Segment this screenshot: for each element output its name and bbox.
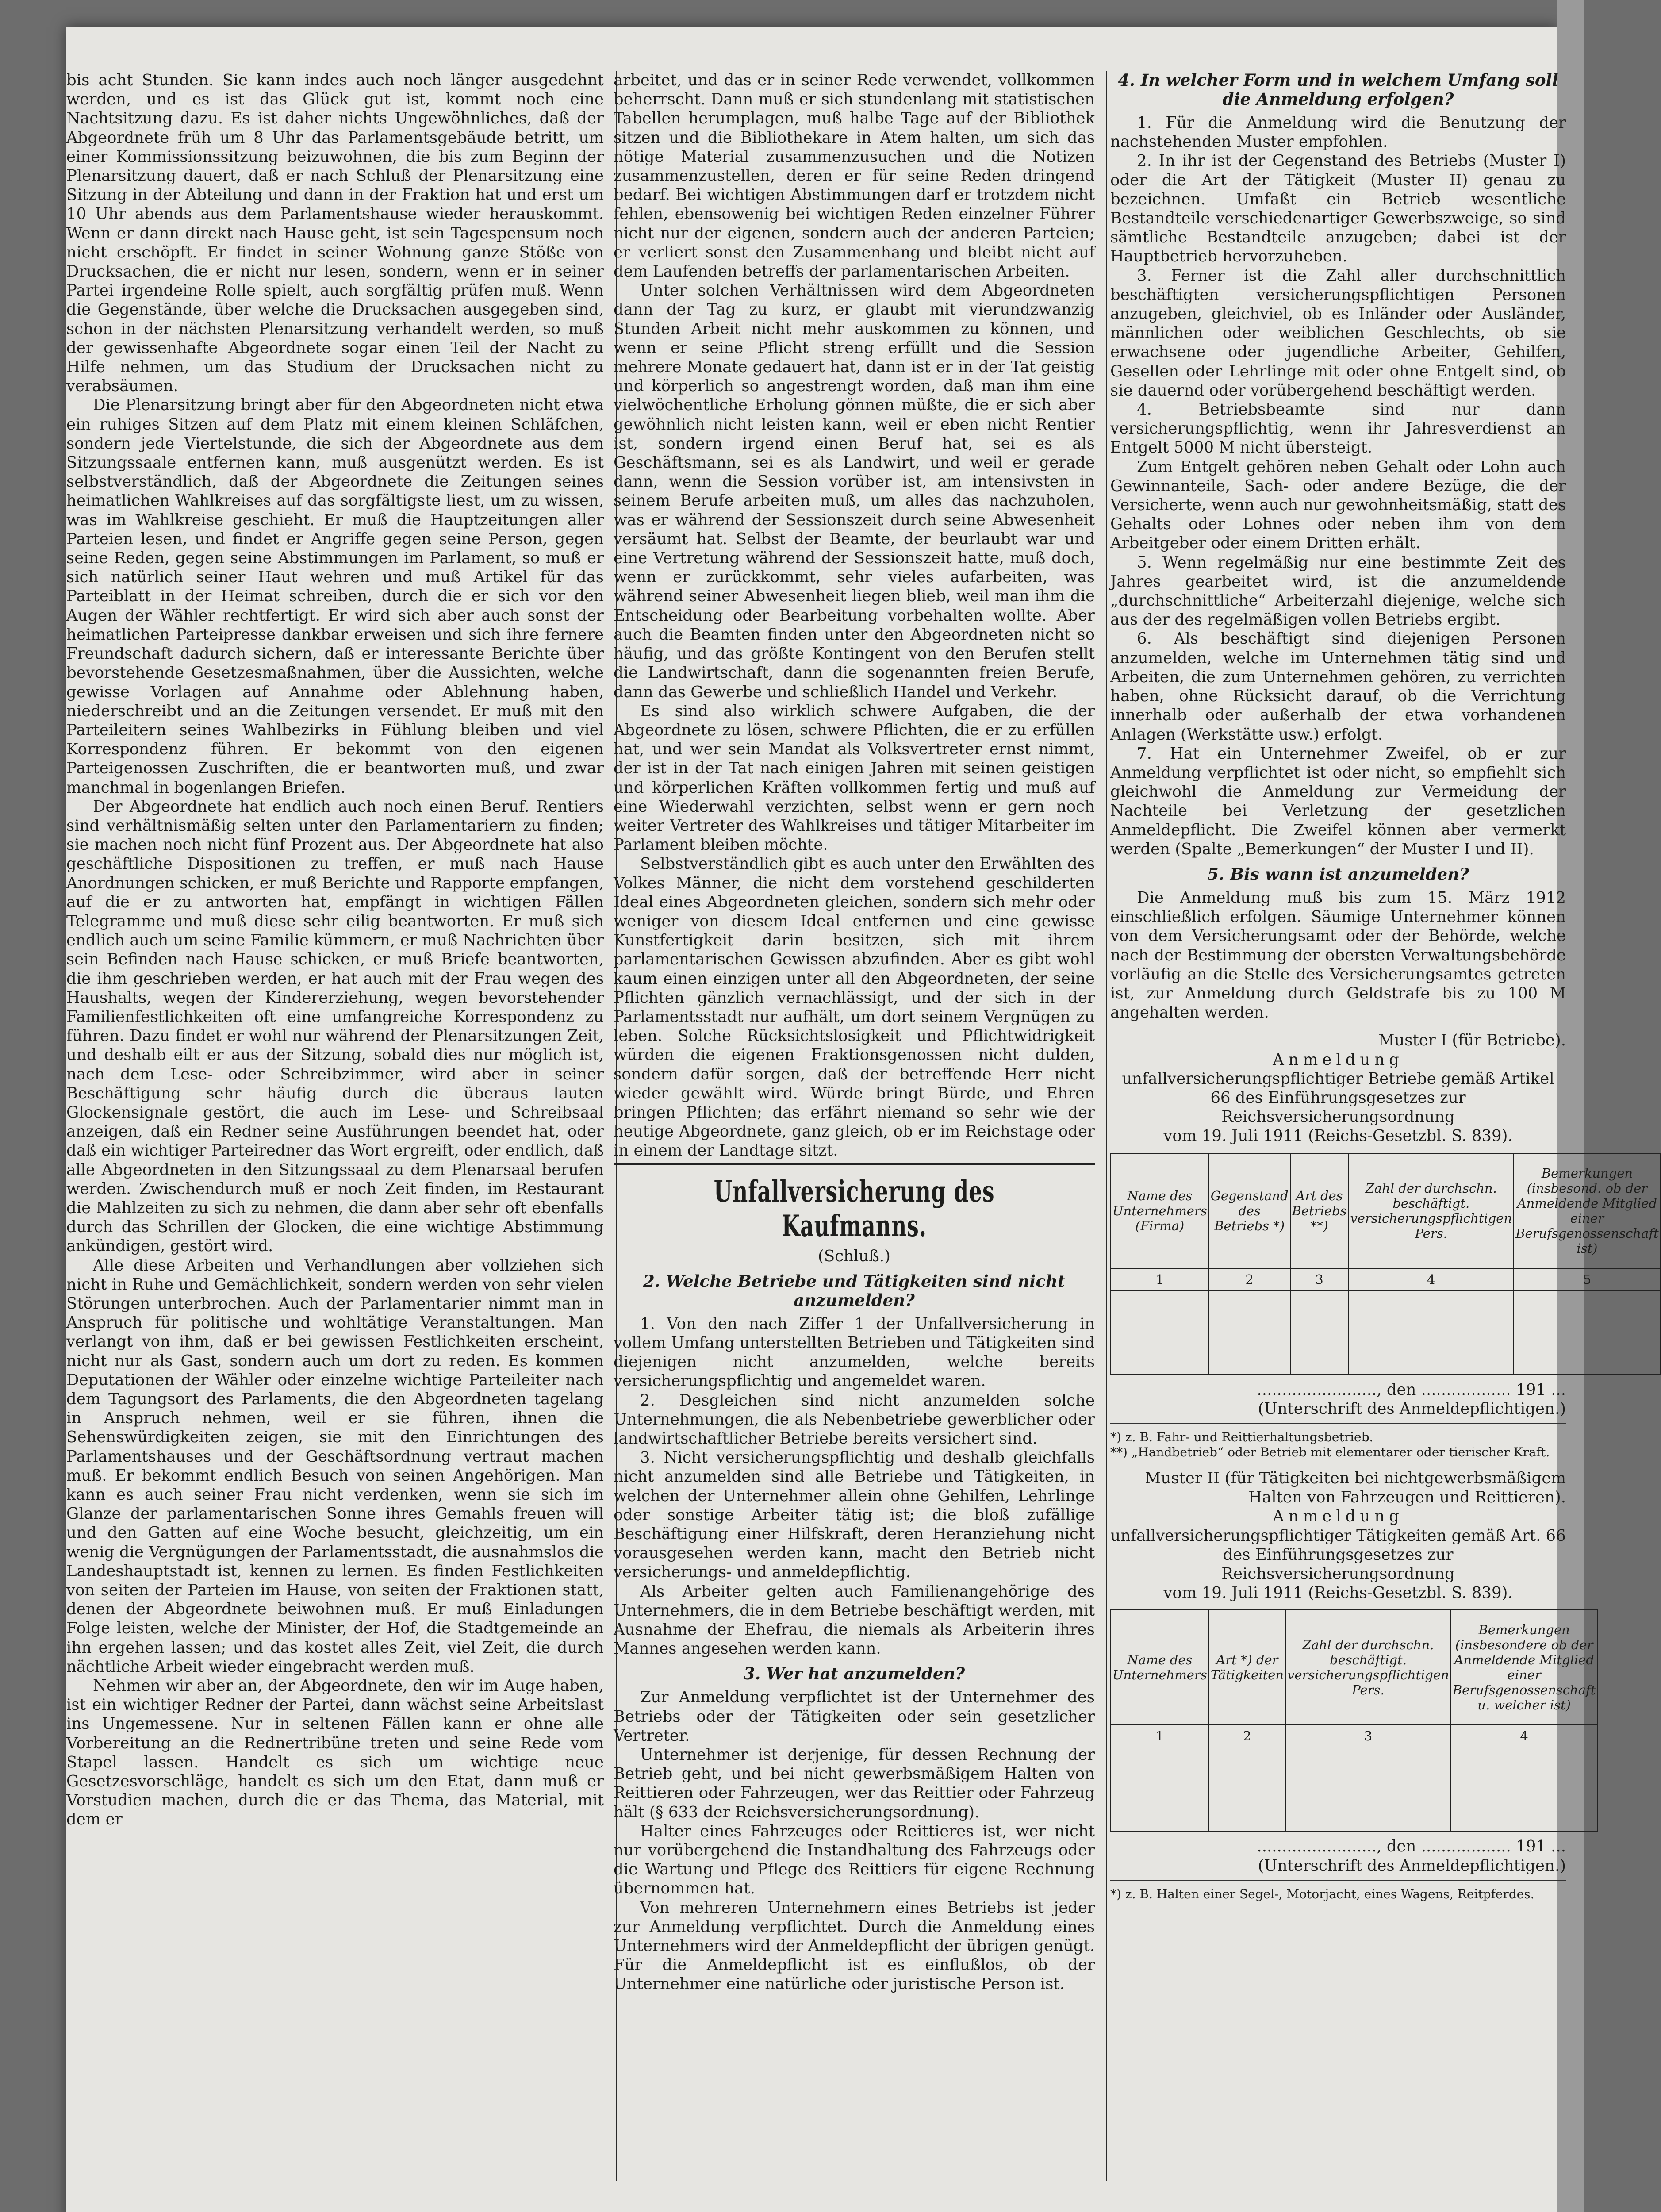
column-number: 4 <box>1451 1725 1598 1747</box>
column-number: 2 <box>1209 1268 1290 1290</box>
column-header: Name des Unternehmers <box>1111 1610 1209 1725</box>
paragraph: arbeitet, und das er in seiner Rede verwendet, vollkommen beherrscht. Dann muß er sich stundenlang mit statistischen Tabellen herumplagen, muß halbe Tage auf der Bibliothek sitzen und die Bibliothekare in Atem halten, um sich das nötige Material zusammenzusuchen und die Notizen zusammenzustellen, deren er für seine Reden dringend bedarf. Bei wichtigen Abstimmungen darf er trotzdem nicht fehlen, ebensowenig bei wichtigen Reden einzelner Führer nicht nur der eigenen, sondern auch der anderen Parteien; er verliert sonst den Zusammenhang und bleibt nicht auf dem Laufenden betreffs der parlamentarischen Arbeiten. <box>614 71 1095 281</box>
paragraph: 5. Wenn regelmäßig nur eine bestimmte Zeit des Jahres gearbeitet wird, ist die anzumeldende „durchschnittliche“ Arbeiterzahl diejenige, welche sich aus der des regelmäßigen vollen Betriebs ergibt. <box>1110 553 1566 629</box>
column-1 <box>66 71 604 1829</box>
signature-line: (Unterschrift des Anmeldepflichtigen.) <box>1258 1399 1566 1418</box>
footnote: **) „Handbetrieb“ oder Betrieb mit elementarer oder tierischer Kraft. <box>1110 1444 1550 1459</box>
form-table-muster-2 <box>1110 1609 1598 1832</box>
form-cell <box>1514 1290 1661 1375</box>
form-heading: Anmeldung <box>1273 1507 1404 1526</box>
form-cell <box>1209 1747 1285 1831</box>
paragraph: Von mehreren Unternehmern eines Betriebs ist jeder zur Anmeldung verpflichtet. Durch die Anmeldung eines Unternehmers wird der Anmeldepflicht der übrigen genügt. Für die Anmeldepflicht ist es einflußlos, ob der Unternehmer eine natürliche oder juristische Person ist. <box>614 1898 1095 1993</box>
footnote: *) z. B. Halten einer Segel-, Motorjacht, eines Wagens, Reitpferdes. <box>1110 1886 1534 1901</box>
date-line: ........................, den .................. 191 ... <box>1257 1380 1566 1399</box>
section-heading: 2. Welche Betriebe und Tätigkeiten sind nicht anzumelden? <box>643 1271 1065 1310</box>
column-header: Art *) der Tätigkeiten <box>1209 1610 1285 1725</box>
column-number: 4 <box>1348 1268 1514 1290</box>
paragraph: 1. Von den nach Ziffer 1 der Unfallversicherung in vollem Umfang unterstellten Betrieben und Tätigkeiten sind diejenigen nicht anzumelden, welche bereits versicherungspflichtig und angemeldet waren. <box>614 1314 1095 1390</box>
paragraph: Die Plenarsitzung bringt aber für den Abgeordneten nicht etwa ein ruhiges Sitzen auf dem Platz mit einem kleinen Schläfchen, sondern jede Viertelstunde, die sich der Abgeordnete aus dem Sitzungssaale entfernen kann, muß ausgenützt werden. Es ist selbstverständlich, daß der Abgeordnete die Zeitungen seines heimatlichen Wahlkreises auf das sorgfältigste liest, um zu wissen, was im Wahlkreise geschieht. Er muß die Hauptzeitungen aller Parteien lesen, und findet er Angriffe gegen seine Person, gegen seine Reden, gegen seine Abstimmungen im Parlament, so muß er sich natürlich seiner Haut wehren und muß Artikel für das Parteiblatt in der Heimat schreiben, durch die er sich vor den Augen der Wähler rechtfertigt. Er wird sich aber auch sonst der heimatlichen Parteipresse dankbar erweisen und sich ihre fernere Freundschaft dadurch sichern, daß er interessante Berichte über bevorstehende Gesetzesmaßnahmen, über die Aussichten, welche gewisse Vorlagen auf Annahme oder Ablehnung haben, niederschreibt und an die Zeitungen versendet. Er muß mit den Parteileitern seines Wahlbezirks in Fühlung bleiben und viel Korrespondenz führen. Er bekommt von den eigenen Parteigenossen Zuschriften, die er beantworten muß, und zwar manchmal in bogenlangen Briefen. <box>66 396 604 797</box>
form-date-ref: vom 19. Juli 1911 (Reichs-Gesetzbl. S. 839). <box>1163 1584 1513 1602</box>
paragraph: 3. Nicht versicherungspflichtig und deshalb gleichfalls nicht anzumelden sind alle Betriebe und Tätigkeiten, in welchen der Unternehmer allein ohne Gehilfen, Lehrlinge oder sonstige Arbeiter tätig ist; die bloß zufällige Beschäftigung einer Hilfskraft, deren Heranziehung nicht vorausgesehen werden kann, macht den Betrieb nicht versicherungs- und anmeldepflichtig. <box>614 1448 1095 1582</box>
column-number: 5 <box>1514 1268 1661 1290</box>
section-heading: 5. Bis wann ist anzumelden? <box>1207 864 1469 884</box>
column-header: Art des Betriebs **) <box>1290 1153 1349 1268</box>
section-heading: 4. In welcher Form und in welchem Umfang soll die Anmeldung erfolgen? <box>1118 70 1558 109</box>
paragraph: Zur Anmeldung verpflichtet ist der Unternehmer des Betriebs oder der Tätigkeiten oder sein gesetzlicher Vertreter. <box>614 1688 1095 1745</box>
column-3 <box>1057 70 1659 1902</box>
paragraph: Alle diese Arbeiten und Verhandlungen aber vollziehen sich nicht in Ruhe und Gemächlichkeit, sondern werden von sehr vielen Störungen unterbrochen. Auch der Parlamentarier nimmt man in Anspruch für politische und wohltätige Veranstaltungen. Man verlangt von ihm, daß er bei gewissen Festlichkeiten erscheint, nicht nur als Gast, sondern auch um dort zu reden. Es kommen Deputationen der Wähler oder einzelne wichtige Parteileiter nach dem Tagungsort des Parlaments, die den Abgeordneten tagelang in Anspruch nehmen, weil er sie führen, ihnen die Sehenswürdigkeiten zeigen, sie mit den Einrichtungen des Parlamentshauses und der Geschäftsordnung vertraut machen muß. Er bekommt endlich Besuch von seinen Angehörigen. Man kann es auch seiner Frau nicht verdenken, wenn sie sich im Glanze der parlamentarischen Sonne ihres Gemahls freuen will und den Gatten auf eine Woche besucht, gleichzeitig, um ein wenig die Vergnügungen der Parlamentsstadt, die ausnahmslos die Landeshauptstadt ist, kennen zu lernen. Es finden Festlichkeiten von seiten der Parteien im Hause, von seiten der Fraktionen statt, denen der Abgeordnete beiwohnen muß. Er muß Einladungen Folge leisten, welche der Minister, der Hof, die Stadtgemeinde an ihn ergehen lassen; und das kostet alles Zeit, viel Zeit, die durch nächtliche Arbeit wieder eingebracht werden muß. <box>66 1256 604 1676</box>
paragraph: Es sind also wirklich schwere Aufgaben, die der Abgeordnete zu lösen, schwere Pflichten, die er zu erfüllen hat, und wer sein Mandat als Volksvertreter ernst nimmt, der ist in der Tat nach einigen Jahren mit seinen geistigen und körperlichen Kräften vollkommen fertig und muß auf eine Wiederwahl verzichten, selbst wenn er gern noch weiter Vertreter des Wahlkreises und tätiger Mitarbeiter im Parlament bleiben möchte. <box>614 702 1095 854</box>
form-cell <box>1290 1290 1349 1375</box>
paragraph: Die Anmeldung muß bis zum 15. März 1912 einschließlich erfolgen. Säumige Unternehmer können von dem Versicherungsamt oder der Behörde, welche nach der Bestimmung der obersten Verwaltungsbehörde vorläufig an die Stelle des Versicherungsamtes getreten ist, zur Anmeldung durch Geldstrafe bis zu 100 M angehalten werden. <box>1110 888 1566 1022</box>
paragraph: Als Arbeiter gelten auch Familienangehörige des Unternehmers, die in dem Betriebe beschäftigt werden, mit Ausnahme der Ehefrau, die niemals als Arbeiterin ihres Mannes angesehen werden kann. <box>614 1582 1095 1658</box>
paragraph: 3. Ferner ist die Zahl aller durchschnittlich beschäftigten versicherungspflichtigen Personen anzugeben, gleichviel, ob es Inländer oder Ausländer, männlichen oder weiblichen Geschlechts, ob sie erwachsene oder jugendliche Arbeiter, Gehilfen, Gesellen oder Lehrlinge mit oder ohne Entgelt sind, ob sie dauernd oder vorübergehend beschäftigt werden. <box>1110 266 1566 399</box>
signature-line: (Unterschrift des Anmeldepflichtigen.) <box>1258 1856 1566 1875</box>
footnote-divider <box>1110 1880 1566 1881</box>
paragraph: Halter eines Fahrzeuges oder Reittieres ist, wer nicht nur vorübergehend die Instandhaltung des Fahrzeugs oder die Wartung und Pflege des Reittiers für eigene Rechnung übernommen hat. <box>614 1822 1095 1898</box>
paragraph: Unter solchen Verhältnissen wird dem Abgeordneten dann der Tag zu kurz, er glaubt mit vierundzwanzig Stunden Arbeit nicht mehr auskommen zu können, und wenn er seine Pflicht streng erfüllt und die Session mehrere Monate gedauert hat, dann ist er in der Tat geistig und körperlich so angestrengt worden, daß man ihm eine vielwöchentliche Erholung gönnen müßte, die er sich aber gewöhnlich nicht leisten kann, weil er eben nicht Rentier ist, sondern irgend einen Beruf hat, sei es als Geschäftsmann, sei es als Landwirt, und weil er gerade dann, wenn die Session vorüber ist, am intensivsten in seinem Berufe arbeiten muß, um alles das nachzuholen, was er während der Sessionszeit durch seine Abwesenheit versäumt hat. Selbst der Beamte, der beurlaubt war und eine Vertretung während der Sessionszeit hatte, muß doch, wenn er zurückkommt, sehr vieles aufarbeiten, was während seiner Abwesenheit liegen blieb, weil man ihm die Entscheidung oder Bearbeitung vorbehalten wollte. Aber auch die Beamten finden unter den Abgeordneten nicht so häufig, und das größte Kontingent von den Berufen stellt die Landwirtschaft, dann die sogenannten freien Berufe, dann das Gewerbe und schließlich Handel und Verkehr. <box>614 281 1095 701</box>
paragraph: 1. Für die Anmeldung wird die Benutzung der nachstehenden Muster empfohlen. <box>1110 114 1566 151</box>
paragraph: 6. Als beschäftigt sind diejenigen Personen anzumelden, welche im Unternehmen tätig sind und Arbeiten, die zum Unternehmen gehören, zu verrichten haben, ohne Rücksicht darauf, ob die Verrichtung innerhalb oder außerhalb der etwa vorhandenen Anlagen (Werkstätte usw.) erfolgt. <box>1110 630 1566 744</box>
form-cell <box>1451 1747 1598 1831</box>
form-heading: Anmeldung <box>1273 1050 1404 1069</box>
section-divider <box>614 1163 1095 1165</box>
paragraph: Selbstverständlich gibt es auch unter den Erwählten des Volkes Männer, die nicht dem vorstehend geschilderten Ideal eines Abgeordneten gleichen, sondern sich mehr oder weniger von diesem Ideal entfernen und eine gewisse Kunstfertigkeit darin besitzen, sich mit ihrem parlamentarischen Gewissen abzufinden. Aber es gibt wohl kaum einen einzigen unter all den Abgeordneten, der seine Pflichten gänzlich vernachlässigt, und der sich in der Parlamentsstadt nur aufhält, um dort seinem Vergnügen zu leben. Solche Rücksichtslosigkeit und Pflichtwidrigkeit würden die eigenen Fraktionsgenossen nicht dulden, sondern dafür sorgen, daß der betreffende Herr nicht wieder gewählt wird. Würde bringt Bürde, und Ehren bringen Pflichten; das erfährt niemand so sehr wie der heutige Abgeordnete, ganz gleich, ob er im Reichstage oder in einem der Landtage sitzt. <box>614 855 1095 1160</box>
section-heading: 3. Wer hat anzumelden? <box>743 1664 965 1684</box>
column-number: 3 <box>1290 1268 1349 1290</box>
form-cell <box>1209 1290 1290 1375</box>
paragraph: 4. Betriebsbeamte sind nur dann versicherungspflichtig, wenn ihr Jahresverdienst an Entgelt 5000 M nicht übersteigt. <box>1110 400 1566 457</box>
form-date-ref: vom 19. Juli 1911 (Reichs-Gesetzbl. S. 839). <box>1163 1127 1513 1145</box>
paragraph: Zum Entgelt gehören neben Gehalt oder Lohn auch Gewinnanteile, Sach- oder andere Bezüge, die der Versicherte, wenn auch nur gewohnheitsmäßig, statt des Gehalts oder Lohnes oder neben ihm von dem Arbeitgeber oder einem Dritten erhält. <box>1110 457 1566 553</box>
form-title: Muster I (für Betriebe). <box>1378 1031 1566 1050</box>
paragraph: 2. In ihr ist der Gegenstand des Betriebs (Muster I) oder die Art der Tätigkeit (Muster II) genau zu bezeichnen. Umfaßt ein Betrieb wesentliche Bestandteile verschiedenartiger Gewerbszweige, so sind sämtliche Bestandteile anzugeben; dabei ist der Hauptbetrieb hervorzuheben. <box>1110 152 1566 266</box>
form-cell <box>1111 1290 1209 1375</box>
column-number: 2 <box>1209 1725 1285 1747</box>
paragraph: 2. Desgleichen sind nicht anzumelden solche Unternehmungen, die als Nebenbetriebe gewerblicher oder landwirtschaftlicher Betriebe bereits versichert sind. <box>614 1391 1095 1448</box>
paragraph: bis acht Stunden. Sie kann indes auch noch länger ausgedehnt werden, und es ist das Glück gut ist, kommt noch eine Nachtsitzung dazu. Es ist daher nichts Ungewöhnliches, daß der Abgeordnete früh um 8 Uhr das Parlamentsgebäude betritt, um einer Kommissionssitzung beizuwohnen, die bis zum Beginn der Plenarsitzung dauert, daß er nach Schluß der Plenarsitzung eine Sitzung in der Abteilung und dann in der Fraktion hat und erst um 10 Uhr abends aus dem Parlamentshause wieder herauskommt. Wenn er dann direkt nach Hause geht, ist sein Tagespensum noch nicht erschöpft. Er findet in seiner Wohnung ganze Stöße von Drucksachen, die er nicht nur lesen, sondern, wenn er in seiner Partei irgendeine Rolle spielt, auch sorgfältig prüfen muß. Wenn die Gegenstände, über welche die Drucksachen ausgegeben sind, schon in der nächsten Plenarsitzung verhandelt werden, so muß der gewissenhafte Abgeordnete sogar einen Teil der Nacht zu Hilfe nehmen, um das Studium der Drucksachen nicht zu verabsäumen. <box>66 71 604 396</box>
column-number: 1 <box>1111 1725 1209 1747</box>
paragraph: Nehmen wir aber an, der Abgeordnete, den wir im Auge haben, ist ein wichtiger Redner der Partei, dann wächst seine Arbeitslast ins Ungemessene. Nur in seltenen Fällen kann er ohne alle Vorbereitung an die Rednertribüne treten und seine Rede vom Stapel lassen. Handelt es sich um wichtige neue Gesetzesvorschläge, handelt es sich um den Etat, dann muß er Vorstudien machen, durch die er das Thema, das Material, mit dem er <box>66 1677 604 1829</box>
article-subtitle: (Schluß.) <box>818 1247 890 1265</box>
date-line: ........................, den .................. 191 ... <box>1257 1837 1566 1856</box>
article-title: Unfallversicherung des Kaufmanns. <box>714 1174 995 1243</box>
column-header: Zahl der durchschn. beschäftigt. versicherungspflichtigen Pers. <box>1285 1610 1451 1725</box>
form-cell <box>1285 1747 1451 1831</box>
form-table-muster-1 <box>1110 1153 1661 1375</box>
column-header: Bemerkungen (insbesond. ob der Anmeldende Mitglied einer Berufsgenossenschaft ist) <box>1514 1153 1661 1268</box>
form-description: unfallversicherungspflichtiger Betriebe gemäß Artikel 66 des Einführungsgesetzes zur Reichsversicherungsordnung <box>1122 1069 1554 1126</box>
column-header: Zahl der durchschn. beschäftigt. versicherungspflichtigen Pers. <box>1348 1153 1514 1268</box>
column-number: 1 <box>1111 1268 1209 1290</box>
form-cell <box>1111 1747 1209 1831</box>
column-header: Name des Unternehmers (Firma) <box>1111 1153 1209 1268</box>
column-2 <box>564 71 1095 1994</box>
paragraph: Der Abgeordnete hat endlich auch noch einen Beruf. Rentiers sind verhältnismäßig selten unter den Parlamentariern zu finden; sie machen noch nicht fünf Prozent aus. Der Abgeordnete hat also geschäftliche Dispositionen zu treffen, er muß nach Hause Anordnungen schicken, er muß Berichte und Rapporte empfangen, auf die er zu antworten hat, empfängt in wichtigen Fällen Telegramme und muß diese sehr eilig beantworten. Er muß sich endlich auch um seine Familie kümmern, er muß Nachrichten über sein Befinden nach Hause schicken, er muß Briefe beantworten, die ihm geschrieben werden, er hat auch mit der Frau wegen des Haushalts, wegen der Kindererziehung, wegen bevorstehender Familienfestlichkeiten oft eine umfangreiche Korrespondenz zu führen. Dazu findet er wohl nur während der Plenarsitzungen Zeit, und deshalb eilt er aus der Sitzung, sobald dies nur möglich ist, nach dem Lese- oder Schreibzimmer, wird aber in seiner Beschäftigung sehr häufig durch die überaus lauten Glockensignale gestört, die auch im Lese- und Schreibsaal anzeigen, daß ein Redner seine Ausführungen beendet hat, oder daß ein wichtiger Parteiredner das Wort ergreift, oder endlich, daß alle Abgeordneten in den Sitzungssaal zu dem Plenarsaal berufen werden. Zwischendurch muß er noch Zeit finden, im Restaurant die Mahlzeiten zu sich zu nehmen, die dann aber sehr oft ebenfalls durch das Schrillen der Glocken, die eine wichtige Abstimmung ankündigen, gestört wird. <box>66 797 604 1256</box>
paragraph: Unternehmer ist derjenige, für dessen Rechnung der Betrieb geht, und bei nicht gewerbsmäßigem Halten von Reittieren oder Fahrzeugen, wer das Reittier oder Fahrzeug hält (§ 633 der Reichsversicherungsordnung). <box>614 1746 1095 1821</box>
form-title: Muster II (für Tätigkeiten bei nichtgewerbsmäßigem Halten von Fahrzeugen und Reittieren). <box>1145 1469 1566 1507</box>
column-header: Gegenstand des Betriebs *) <box>1209 1153 1290 1268</box>
column-header: Bemerkungen (insbesondere ob der Anmeldende Mitglied einer Berufsgenossenschaft u. welcher ist) <box>1451 1610 1598 1725</box>
footnote-divider <box>1110 1423 1566 1424</box>
paragraph: 7. Hat ein Unternehmer Zweifel, ob er zur Anmeldung verpflichtet ist oder nicht, so empfiehlt sich gleichwohl die Anmeldung zur Vermeidung der Nachteile bei Verletzung der gesetzlichen Anmeldepflicht. Die Zweifel können aber vermerkt werden (Spalte „Bemerkungen“ der Muster I und II). <box>1110 744 1566 858</box>
footnote: *) z. B. Fahr- und Reittierhaltungsbetrieb. <box>1110 1429 1373 1444</box>
form-description: unfallversicherungspflichtiger Tätigkeiten gemäß Art. 66 des Einführungsgesetzes zur Reichsversicherungsordnung <box>1110 1526 1566 1583</box>
column-number: 3 <box>1285 1725 1451 1747</box>
form-cell <box>1348 1290 1514 1375</box>
